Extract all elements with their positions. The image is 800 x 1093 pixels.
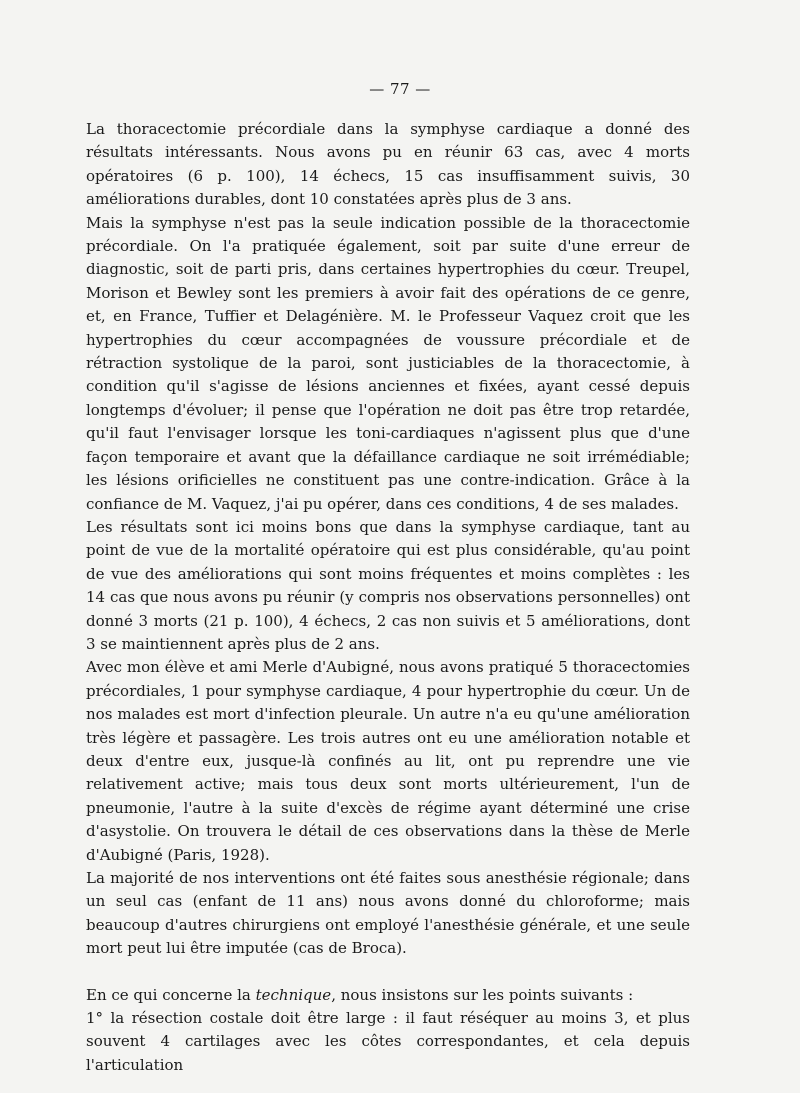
paragraph-5: La majorité de nos interventions ont été faites sous anesthésie régionale; dans un seul cas (enfant de 11 ans) nous avons donné du chloroforme; mais beaucoup d'autres chirurgiens ont employé l'anesthésie générale, et une seule mort peut lui être imputée (cas de Broca).	[86, 869, 690, 958]
paragraph-4: Avec mon élève et ami Merle d'Aubigné, nous avons pratiqué 5 thoracectomies précordiales, 1 pour symphyse cardiaque, 4 pour hypertrophie du cœur. Un de nos malades est mort d'infection pleurale. Un autre n'a eu qu'une amélioration très légère et passagère. Les trois autres ont eu une amélioration notable et deux d'entre eux, jusque-là confinés au lit, ont pu reprendre une vie relativement active; mais tous deux sont morts ultérieurement, l'un de pneumonie, l'autre à la suite d'excès de régime ayant déterminé une crise d'asystolie. On trouvera le détail de ces observations dans la thèse de Merle d'Aubigné (Paris, 1928).	[86, 658, 690, 864]
technique-emphasis: technique	[255, 985, 332, 1004]
paragraph-2: Mais la symphyse n'est pas la seule indication possible de la thoracectomie précordiale. On l'a pratiquée également, soit par suite d'une erreur de diagnostic, soit de parti pris, dans certaines hypertrophies du cœur. Treupel, Morison et Bewley sont les premiers à avoir fait des opérations de ce genre, et, en France, Tuffier et Delagénière. M. le Professeur Vaquez croit que les hypertrophies du cœur accompagnées de voussure précordiale et de rétraction systolique de la paroi, sont justiciables de la thoracectomie, à condition qu'il s'agisse de lésions anciennes et fixées, ayant cessé depuis longtemps d'évoluer; il pense que l'opération ne doit pas être trop retardée, qu'il faut l'envisager lorsque les toni-cardiaques n'agissent plus que d'une façon temporaire et avant que la défaillance cardiaque ne soit irrémédiable; les lésions orificielles ne constituent pas une contre-indication. Grâce à la confiance de M. Vaquez, j'ai pu opérer, dans ces conditions, 4 de ses malades.	[86, 213, 690, 513]
paragraph-1: La thoracectomie précordiale dans la symphyse cardiaque a donné des résultats intéressants. Nous avons pu en réunir 63 cas, avec 4 morts opératoires (6 p. 100), 14 échecs, 15 cas insuffisamment suivis, 30 améliorations durables, dont 10 constatées après plus de 3 ans.	[86, 120, 690, 209]
technique-before: En ce qui concerne la	[86, 985, 256, 1004]
section-spacer	[86, 961, 690, 984]
last-paragraph: 1° la résection costale doit être large : il faut réséquer au moins 3, et plus souvent 4 cartilages avec les côtes correspondantes, et cela depuis l'articulation	[86, 1009, 690, 1074]
technique-paragraph	[86, 984, 690, 1007]
technique-after: , nous insistons sur les points suivants :	[331, 985, 634, 1004]
body-text	[86, 118, 690, 1077]
paragraph-3: Les résultats sont ici moins bons que dans la symphyse cardiaque, tant au point de vue de la mortalité opératoire qui est plus considérable, qu'au point de vue des améliorations qui sont moins fréquentes et moins complètes : les 14 cas que nous avons pu réunir (y compris nos observations personnelles) ont donné 3 morts (21 p. 100), 4 échecs, 2 cas non suivis et 5 améliorations, dont 3 se maintiennent après plus de 2 ans.	[86, 517, 690, 653]
page-number: — 77 —	[369, 80, 431, 98]
